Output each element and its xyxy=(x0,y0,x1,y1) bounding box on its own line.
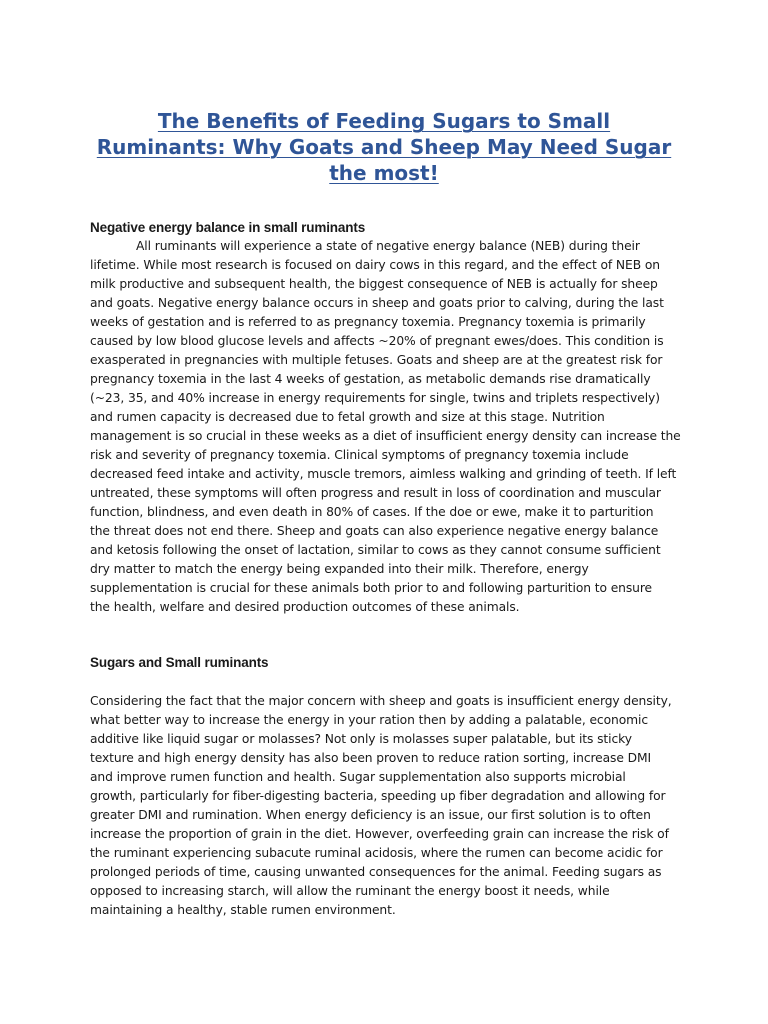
section-heading-negative-energy-balance: Negative energy balance in small ruminants xyxy=(90,220,366,235)
paragraph-line: exasperated in pregnancies with multiple fetuses. Goats and sheep are at the greatest risk for xyxy=(90,353,663,367)
paragraph-line: and improve rumen function and health. Sugar supplementation also supports microbial xyxy=(90,770,626,784)
title-line: Ruminants: Why Goats and Sheep May Need Sugar xyxy=(96,135,672,159)
document-title xyxy=(80,108,688,186)
paragraph-line: weeks of gestation and is referred to as pregnancy toxemia. Pregnancy toxemia is primarily xyxy=(90,315,646,329)
paragraph-line: untreated, these symptoms will often progress and result in loss of coordination and muscular xyxy=(90,486,661,500)
paragraph-line-text: All ruminants will experience a state of negative energy balance (NEB) during their xyxy=(136,239,640,253)
paragraph-line: greater DMI and rumination. When energy deficiency is an issue, our first solution is to often xyxy=(90,808,651,822)
title-line: the most! xyxy=(329,161,439,185)
paragraph-line: supplementation is crucial for these animals both prior to and following parturition to ensure xyxy=(90,581,653,595)
section-body-sugars-small-ruminants xyxy=(90,692,680,920)
section-heading-sugars-small-ruminants: Sugars and Small ruminants xyxy=(90,655,269,670)
section-body-negative-energy-balance xyxy=(90,237,680,617)
paragraph-line: risk and severity of pregnancy toxemia. Clinical symptoms of pregnancy toxemia include xyxy=(90,448,629,462)
paragraph-line: maintaining a healthy, stable rumen environment. xyxy=(90,903,396,917)
paragraph-line: prolonged periods of time, causing unwanted consequences for the animal. Feeding sugars as xyxy=(90,865,662,879)
paragraph-line: caused by low blood glucose levels and affects ~20% of pregnant ewes/does. This condition is xyxy=(90,334,664,348)
paragraph-line: opposed to increasing starch, will allow the ruminant the energy boost it needs, while xyxy=(90,884,610,898)
paragraph-line: pregnancy toxemia in the last 4 weeks of gestation, as metabolic demands rise dramatically xyxy=(90,372,651,386)
paragraph-line: Considering the fact that the major concern with sheep and goats is insufficient energy density, xyxy=(90,694,672,708)
paragraph-line: the threat does not end there. Sheep and goats can also experience negative energy balance xyxy=(90,524,659,538)
title-line: The Benefits of Feeding Sugars to Small xyxy=(157,109,611,133)
paragraph-line: function, blindness, and even death in 80% of cases. If the doe or ewe, make it to parturition xyxy=(90,505,654,519)
paragraph-line: and goats. Negative energy balance occurs in sheep and goats prior to calving, during the last xyxy=(90,296,664,310)
paragraph-line xyxy=(90,237,680,256)
paragraph-line: additive like liquid sugar or molasses? Not only is molasses super palatable, but its sticky xyxy=(90,732,632,746)
paragraph-line: growth, particularly for fiber-digesting bacteria, speeding up fiber degradation and allowing for xyxy=(90,789,666,803)
paragraph-line: dry matter to match the energy being expanded into their milk. Therefore, energy xyxy=(90,562,589,576)
paragraph-line: increase the proportion of grain in the diet. However, overfeeding grain can increase the risk of xyxy=(90,827,669,841)
paragraph-line: what better way to increase the energy in your ration then by adding a palatable, economic xyxy=(90,713,648,727)
paragraph-line: decreased feed intake and activity, muscle tremors, aimless walking and grinding of teeth. If left xyxy=(90,467,677,481)
paragraph-line: milk productive and subsequent health, the biggest consequence of NEB is actually for sheep xyxy=(90,277,658,291)
paragraph-line: texture and high energy density has also been proven to reduce ration sorting, increase DMI xyxy=(90,751,652,765)
paragraph-line: lifetime. While most research is focused on dairy cows in this regard, and the effect of NEB on xyxy=(90,258,660,272)
paragraph-line: management is so crucial in these weeks as a diet of insufficient energy density can increase the xyxy=(90,429,681,443)
paragraph-line: (~23, 35, and 40% increase in energy requirements for single, twins and triplets respectively) xyxy=(90,391,660,405)
paragraph-line: the health, welfare and desired production outcomes of these animals. xyxy=(90,600,520,614)
paragraph-line: and ketosis following the onset of lactation, similar to cows as they cannot consume sufficient xyxy=(90,543,661,557)
paragraph-line: and rumen capacity is decreased due to fetal growth and size at this stage. Nutrition xyxy=(90,410,605,424)
paragraph-line: the ruminant experiencing subacute ruminal acidosis, where the rumen can become acidic for xyxy=(90,846,663,860)
